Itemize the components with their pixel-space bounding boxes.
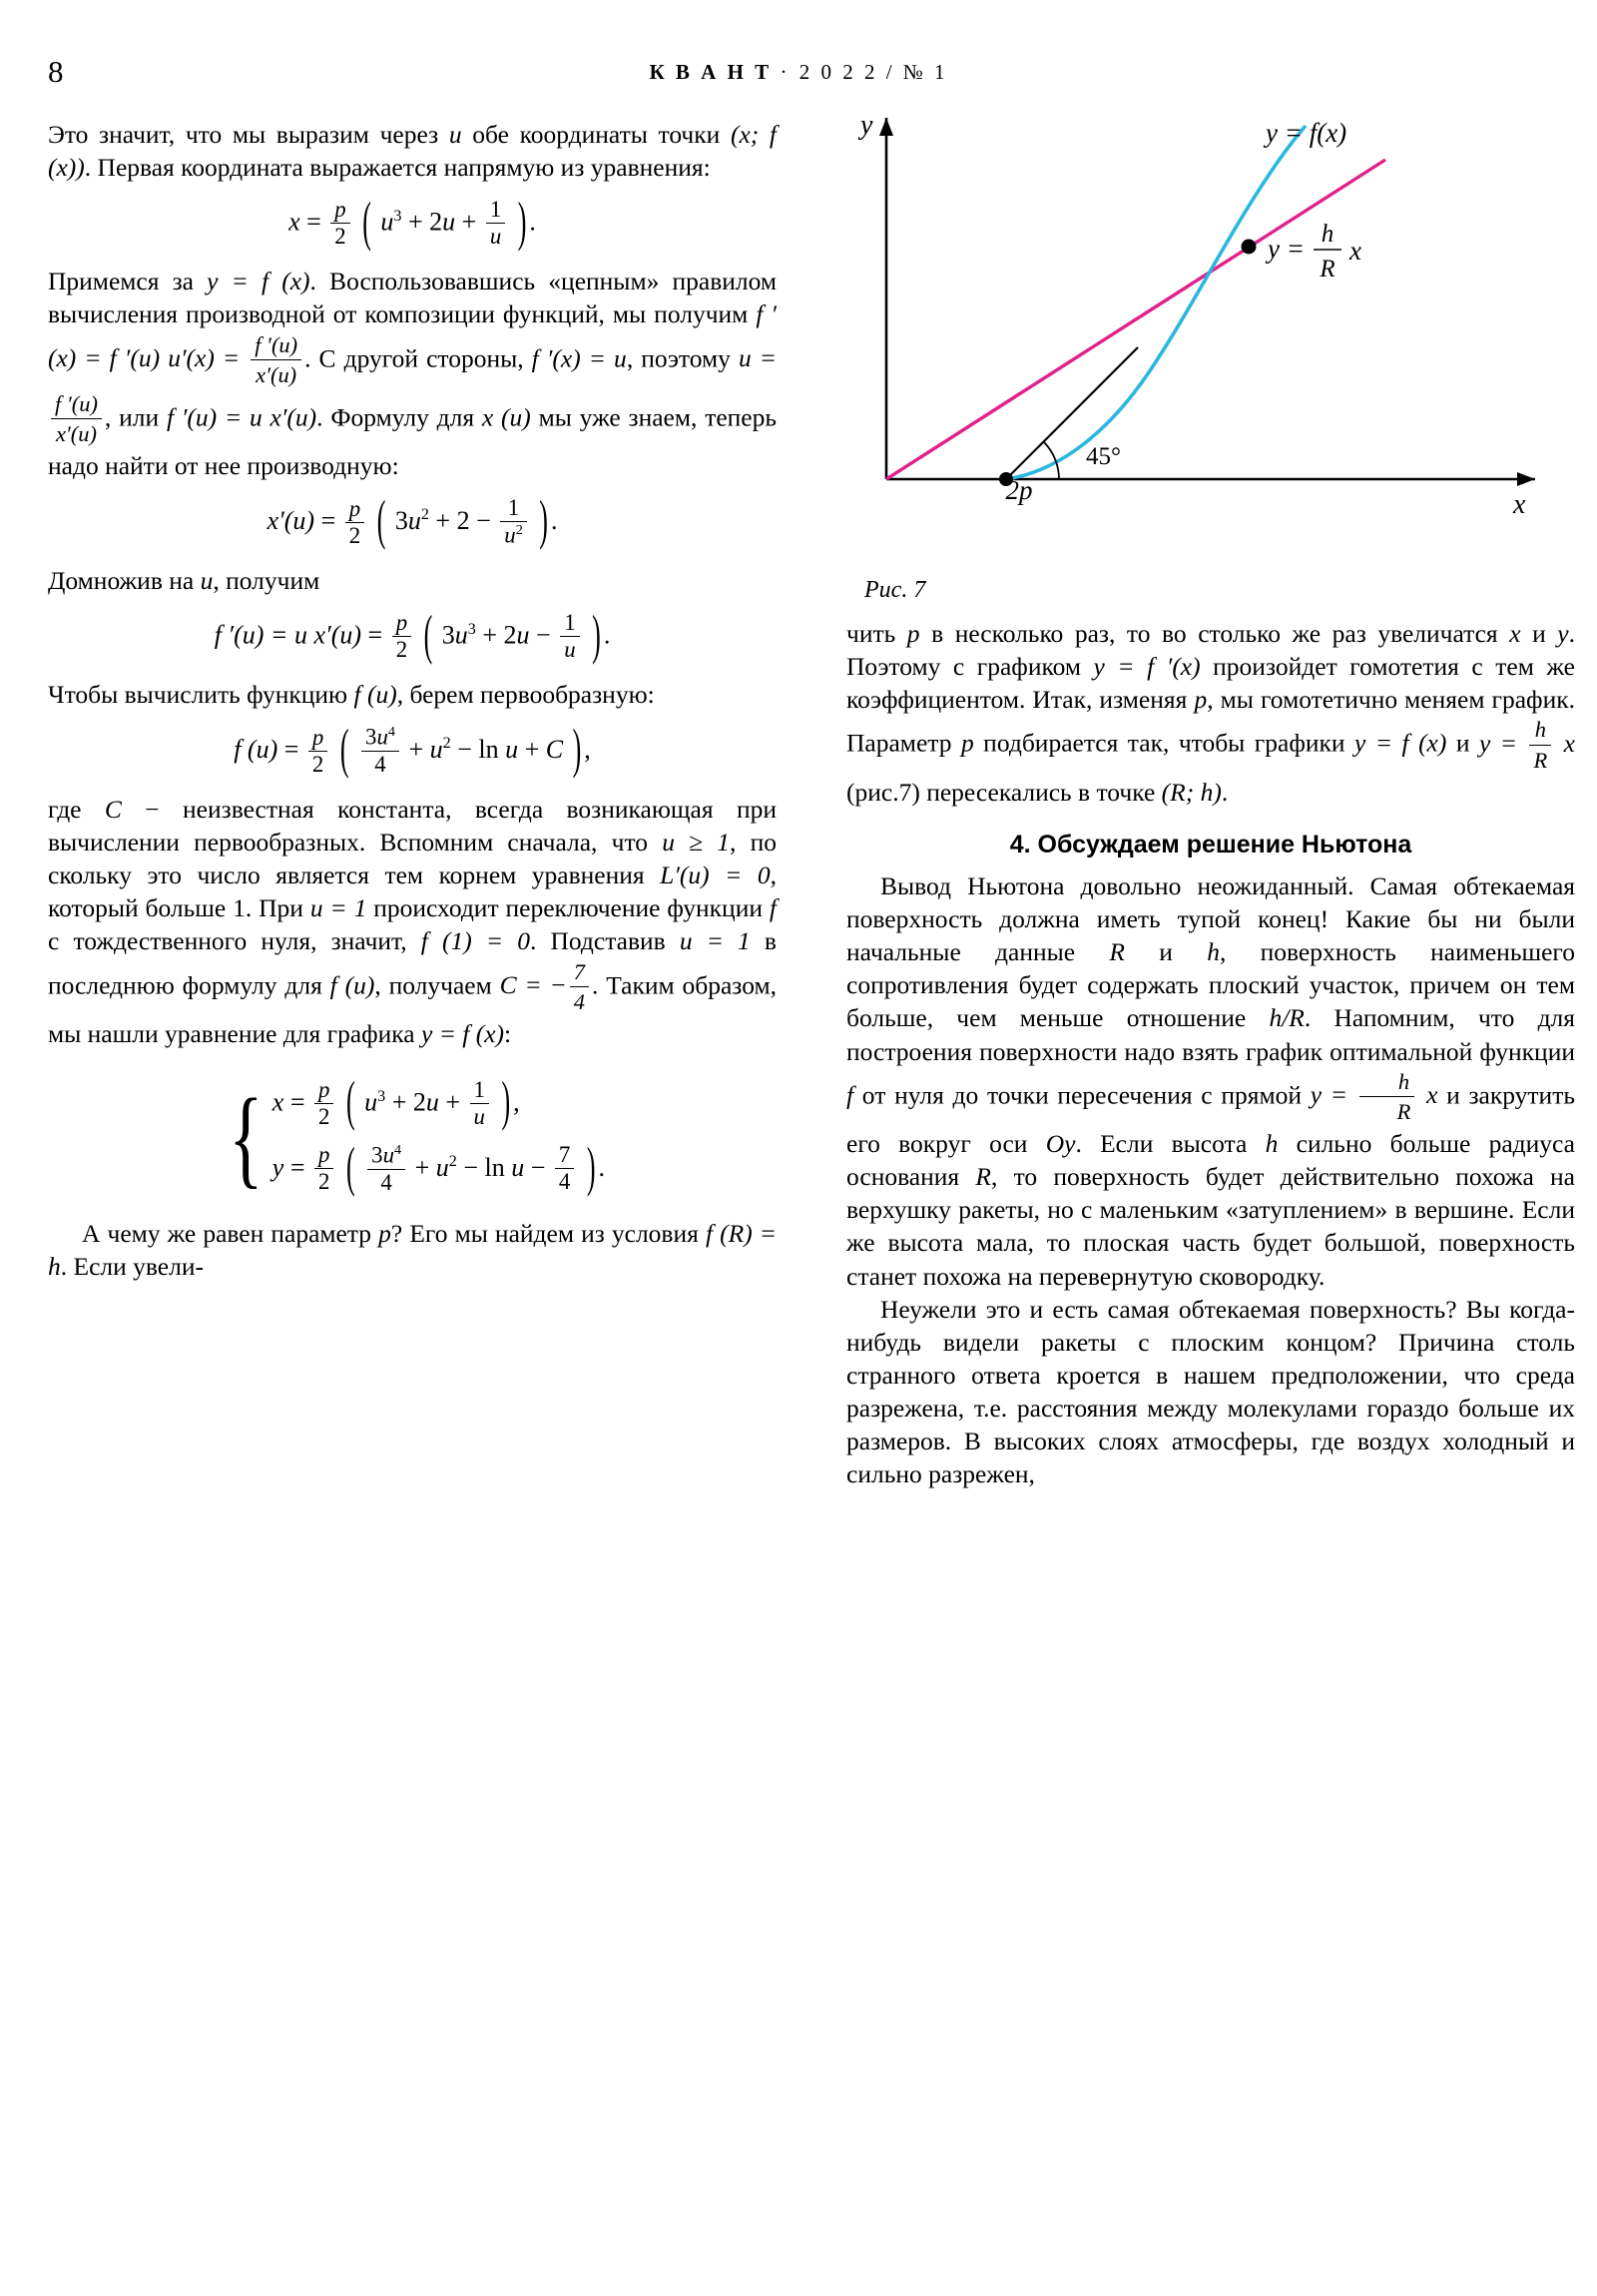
label-2p: 2p: [1005, 475, 1033, 505]
y-axis-label: y: [860, 110, 873, 141]
equation-x-of-u: x = $\frac{p}{2}$ ( $u^3 + 2u$ + $\frac{1}{u}$ ) .: [288, 191, 536, 253]
running-head-separator: ·: [780, 60, 792, 84]
figure-7: [846, 100, 1575, 619]
paragraph-3: Домножив на u, получим: [48, 565, 320, 595]
paragraph-5: где C − неизвестная константа, всегда возникающая при вычислении первообраз​ных. Вспомним сначала, что u ≥ 1, по​скольку это число является тем корнем уравнения L′(u) = 0, который больше 1. При u = 1 происходит переключение функ​ции f с тождественного нуля, значит, f (1) = 0. Подставив u = 1 в последнюю формулу для f (u), получаем C = − $\frac{7}{4}$ . Та​ким образом, мы нашли уравнение для графика y = f (x):: [48, 794, 778, 1048]
figure-caption: Рис. 7: [864, 577, 926, 603]
equation-system: [48, 1066, 777, 1209]
paragraph-6: А чему же равен параметр p? Его мы найдем из условия f (R) = h. Если увели-: [48, 1218, 777, 1281]
right-paragraph-1: чить p в несколько раз, то во столько же раз увеличатся x и y. Поэтому с графиком y = f ′(x) произойдет гомотетия с тем же коэффициентом. Итак, изменяя p, мы го​мотетично меняем график. Параметр p под​бирается так, чтобы графики y = f (x) и y = $\frac{h}{R}$ x (рис.7) пересекались в точке (R; h).: [846, 619, 1576, 807]
running-head-issue: 2 0 2 2 / № 1: [798, 60, 948, 84]
svg-text:R: R: [1320, 256, 1335, 283]
point-intersection: [1242, 240, 1257, 255]
running-head: [0, 60, 1597, 85]
equation-f-prime: f ′(u) = u x′(u) = $\frac{p}{2}$ ( $3u^3 + 2u$ − $\frac{1}{u}$ ) .: [214, 604, 611, 665]
y-axis-arrow: [879, 118, 893, 136]
figure-7-graph: [846, 100, 1575, 569]
right-column: [846, 617, 1575, 1491]
page-header: [0, 30, 1597, 89]
x-axis-label: x: [1513, 489, 1526, 520]
paragraph-2: Примемся за y = f (x). Воспользовавшись «цепным» правилом вычисления произ​водной от композиции функций, мы полу​чим f ′(x) = f ′(u) u′(x) = $\frac{f '(u)}{x'(u)}$ . С другой стороны, f ′(x) = u, поэтому u = $\frac{f '(u)}{x'(u)}$ , или f ′(u) = u x′(u). Формулу для x (u) мы уже знаем, теперь надо найти от нее производ​ную:: [48, 267, 778, 481]
page-number: 8: [48, 54, 64, 89]
equation-f-of-u: f (u) = $\frac{p}{2}$ ( $\frac{3u^4}{4}$ + $u^2 - \ln u + C$ ) ,: [234, 718, 591, 780]
right-paragraph-2: Вывод Ньютона довольно неожиданный. Самая обтекаемая поверхность должна иметь тупой конец! Какие бы ни были начальные данные R и h, поверхность наименьшего сопротивления будет содер​жать плоский участок, причем он тем больше, чем меньше отношение h/R. На​помним, что для построения поверхности надо взять график оптимальной функции f от нуля до точки пересечения с прямой y = $\frac{h}{R}$ x и закрутить его вокруг оси Oy. Если высота h сильно больше радиуса основания R, то поверхность будет дей​ствительно похожа на верхушку ракеты, но с маленьким «затуплением» в вершине. Если же высота мала, то плоская часть будет большой, поверхность станет похо​жа на перевернутую сковородку.: [846, 870, 1576, 1291]
curve-f-of-x: [1006, 126, 1306, 479]
x-axis-arrow: [1517, 472, 1535, 486]
svg-text:y =: y =: [1268, 234, 1305, 264]
running-head-journal: К В А Н Т: [649, 60, 773, 84]
label-line-h-over-r: [1265, 221, 1361, 283]
left-column: [48, 118, 777, 1283]
system-row-y: y = $\frac{p}{2}$ ( $\frac{3u^4}{4}$ + $u^2 - \ln u$ − $\frac{7}{4}$ ) .: [271, 1136, 605, 1198]
label-45-degrees: 45°: [1086, 443, 1121, 470]
label-curve: y = f(x): [1266, 118, 1347, 148]
section-heading: 4. Обсуждаем решение Ньютона: [1009, 830, 1412, 859]
svg-text:x: x: [1349, 236, 1361, 266]
paragraph-4: Чтобы вычислить функцию f (u), берем первообразную:: [48, 680, 655, 710]
svg-text:h: h: [1321, 221, 1334, 248]
line-h-over-r: [886, 160, 1385, 479]
equation-x-prime: x′(u) = $\frac{p}{2}$ ( $3u^2 + 2$ − $\frac{1}{u^2}$ ) .: [266, 489, 558, 551]
angle-arc: [1044, 442, 1059, 479]
system-row-x: x = $\frac{p}{2}$ ( $u^3 + 2u$ + $\frac{1}{u}$ ) ,: [271, 1070, 520, 1132]
right-paragraph-3: Неужели это и есть самая обтекаемая поверхность? Вы когда-нибудь видели ракеты с плоским концом? Причина столь странного ответа кроется в нашем предпо​ложении, что среда разрежена, т.е. рассто​яния между молекулами гораздо больше их размеров. В высоких слоях атмосферы, где воздух холодный и сильно разрежен,: [846, 1294, 1575, 1489]
paragraph-1: Это значит, что мы выразим через u обе координаты точки (x; f (x)). Первая коорди​ната выражается напрямую из уравнения:: [48, 120, 778, 183]
brace-glyph: {: [229, 1075, 264, 1198]
